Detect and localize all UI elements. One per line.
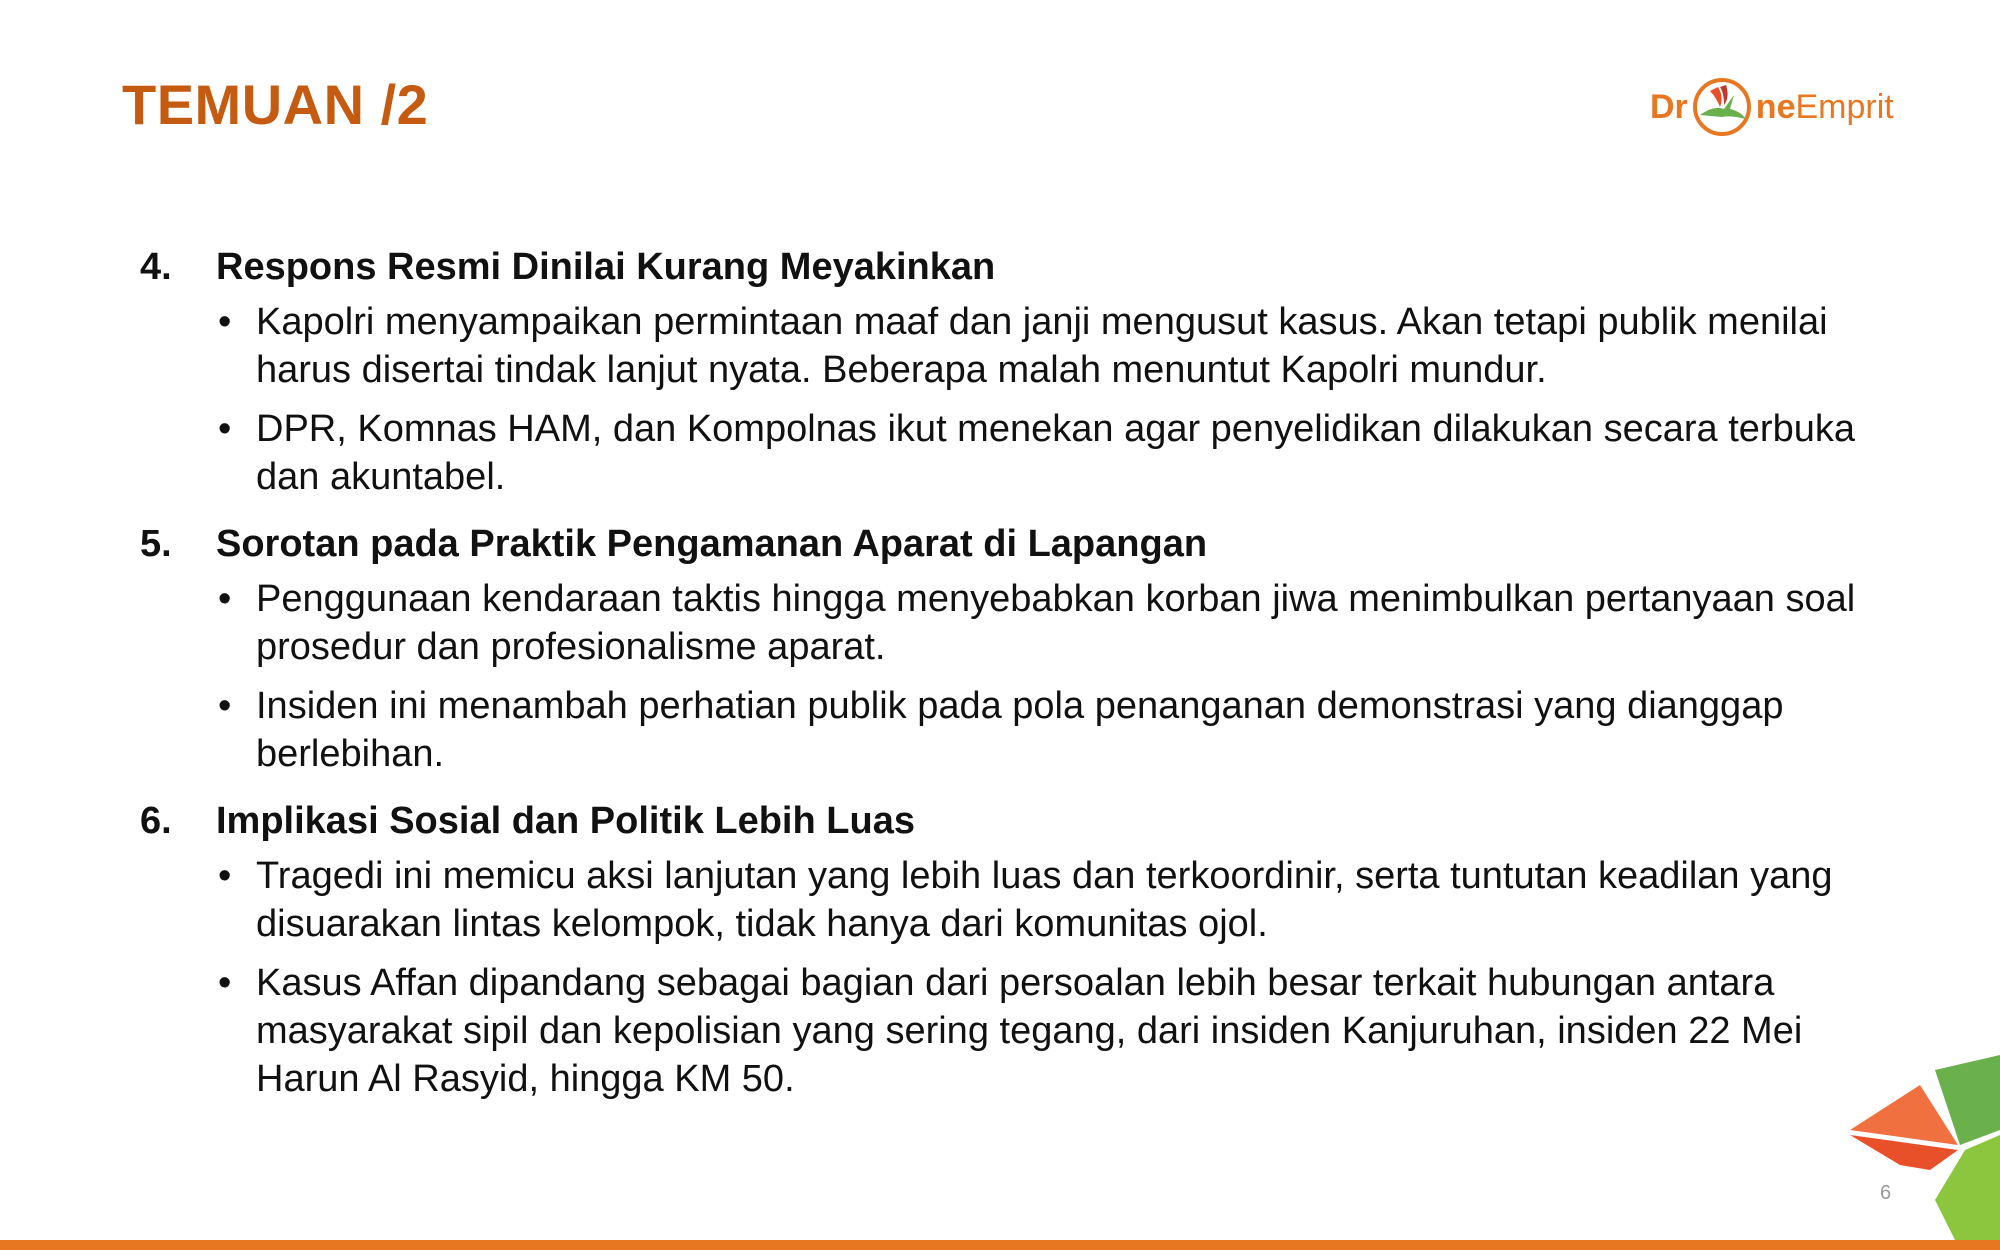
bullet-point: • [218, 855, 232, 897]
finding-item-5 [140, 519, 1880, 778]
finding-item-6 [140, 796, 1880, 1103]
bullet-text: Penggunaan kendaraan taktis hingga menyebabkan korban jiwa menimbulkan pertanyaan soal prosedur dan profesionalisme aparat. [256, 578, 1856, 668]
bullet-point: • [218, 578, 232, 620]
finding-number: 4. [140, 246, 172, 288]
bullet-text: DPR, Komnas HAM, dan Kompolnas ikut menekan agar penyelidikan dilakukan secara terbuka dan akuntabel. [256, 408, 1855, 498]
finding-number: 5. [140, 523, 172, 565]
list-item [216, 959, 1880, 1103]
bullet-point: • [218, 685, 232, 727]
bullet-point: • [218, 301, 232, 343]
finding-item-4 [140, 242, 1880, 501]
list-item [216, 852, 1880, 948]
logo-text-emprit: Emprit [1795, 87, 1894, 126]
list-item [216, 575, 1880, 671]
bullet-text: Kapolri menyampaikan permintaan maaf dan janji mengusut kasus. Akan tetapi publik menilai harus disertai tindak lanjut nyata. Beberapa malah menuntut Kapolri mundur. [256, 301, 1828, 391]
drone-emprit-logo [1650, 72, 1894, 142]
logo-text-dr: Dr [1650, 87, 1688, 126]
list-item [216, 405, 1880, 501]
decorative-corner-graphic [1840, 1050, 2000, 1250]
finding-heading: Respons Resmi Dinilai Kurang Meyakinkan [216, 246, 996, 288]
bullet-text: Insiden ini menambah perhatian publik pada pola penanganan demonstrasi yang dianggap berlebihan. [256, 685, 1784, 775]
list-item [216, 298, 1880, 394]
bird-logo-icon [1690, 75, 1754, 139]
finding-heading: Sorotan pada Praktik Pengamanan Aparat di Lapangan [216, 523, 1208, 565]
finding-heading: Implikasi Sosial dan Politik Lebih Luas [216, 800, 915, 842]
finding-number: 6. [140, 800, 172, 842]
bullet-point: • [218, 408, 232, 450]
list-item [216, 682, 1880, 778]
bullet-point: • [218, 962, 232, 1004]
slide-title: TEMUAN /2 [122, 73, 429, 136]
bullet-text: Tragedi ini memicu aksi lanjutan yang lebih luas dan terkoordinir, serta tuntutan keadilan yang disuarakan lintas kelompok, tidak hanya dari komunitas ojol. [256, 855, 1833, 945]
logo-text-ne: ne [1755, 87, 1796, 126]
footer-bar [0, 1240, 2000, 1250]
page-number: 6 [1880, 1182, 1892, 1204]
findings-list [140, 242, 1880, 1121]
bullet-text: Kasus Affan dipandang sebagai bagian dari persoalan lebih besar terkait hubungan antara masyarakat sipil dan kepolisian yang sering tegang, dari insiden Kanjuruhan, insiden 22 Mei Harun Al Rasyid, hingga KM 50. [256, 962, 1803, 1100]
